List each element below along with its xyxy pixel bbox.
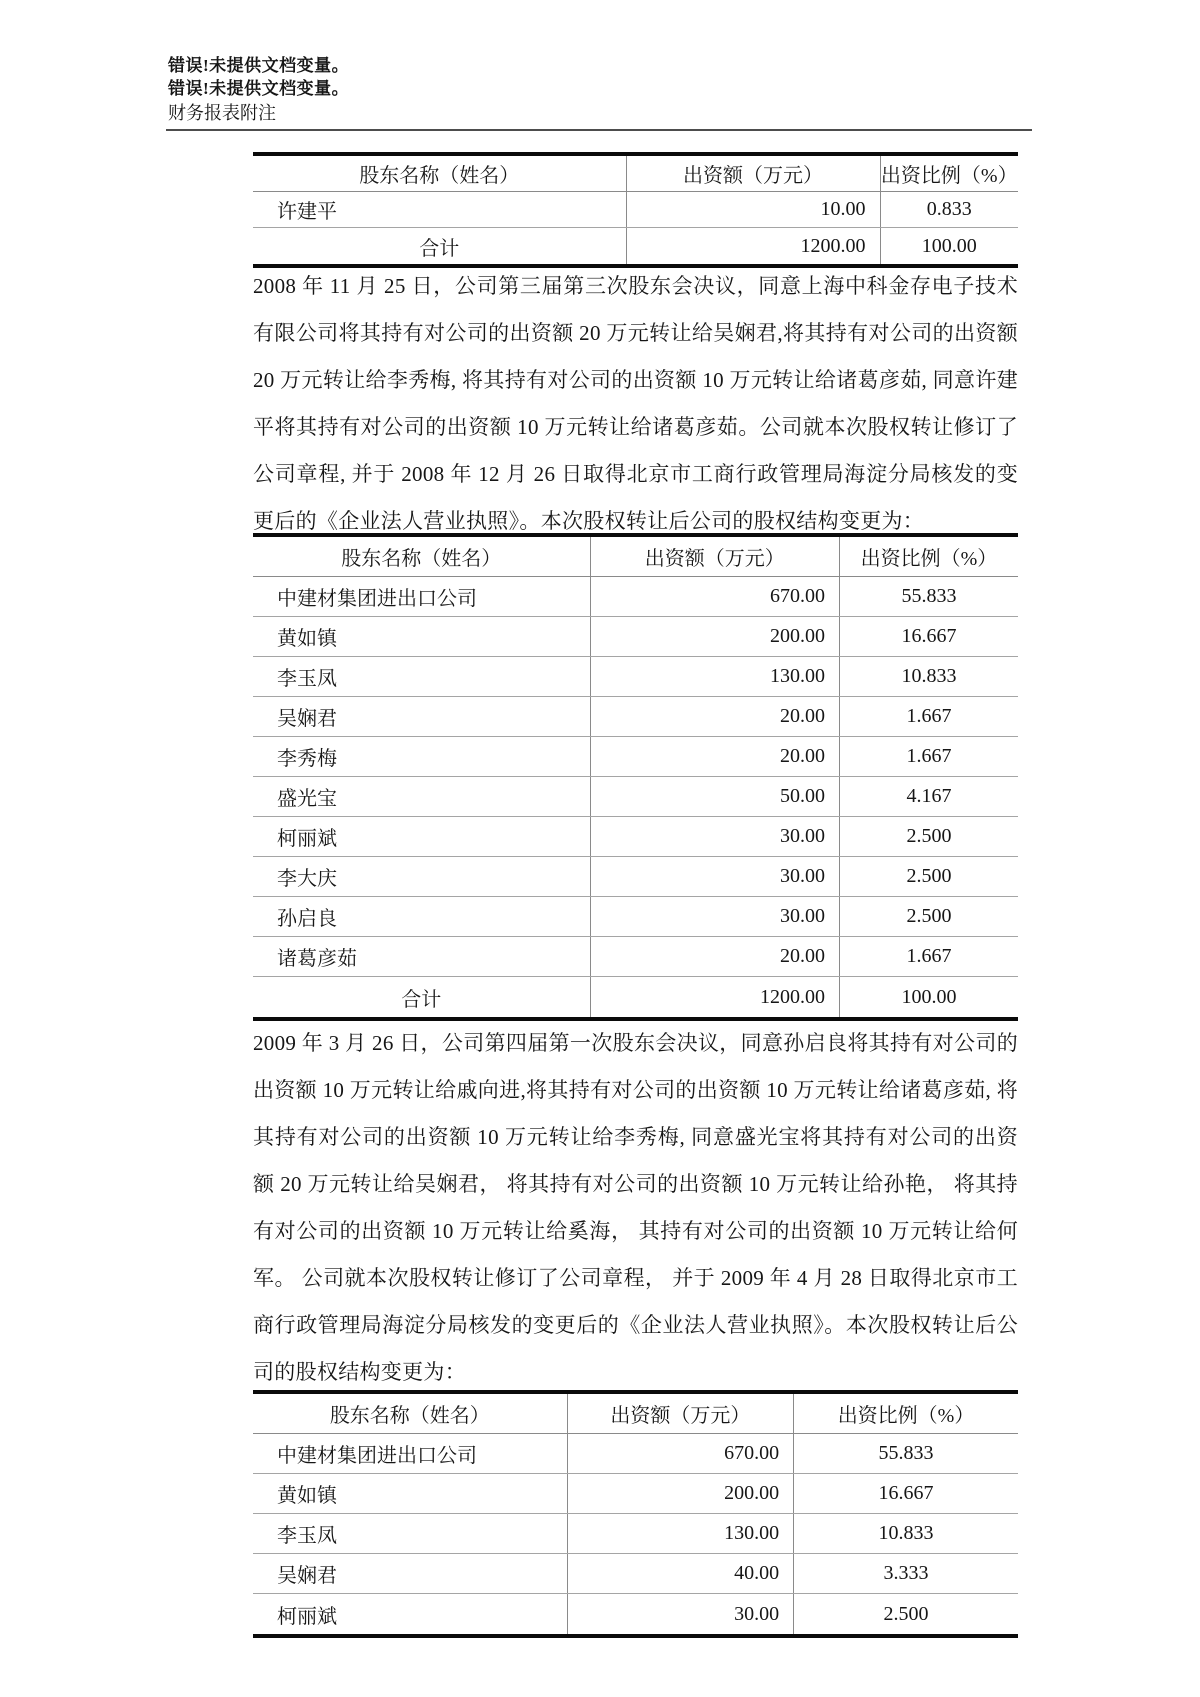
column-header-ratio: 出资比例（%） bbox=[793, 1394, 1018, 1433]
column-header-amount: 出资额（万元） bbox=[626, 156, 880, 191]
cell-ratio: 55.833 bbox=[793, 1434, 1018, 1473]
cell-ratio: 4.167 bbox=[839, 777, 1018, 816]
cell-amount: 670.00 bbox=[590, 577, 839, 616]
cell-name: 李大庆 bbox=[277, 868, 337, 890]
cell-name: 中建材集团进出口公司 bbox=[277, 1445, 477, 1467]
table-row bbox=[253, 897, 1018, 937]
cell-ratio: 1.667 bbox=[839, 937, 1018, 976]
table-row bbox=[253, 192, 1018, 228]
cell-ratio: 1.667 bbox=[839, 737, 1018, 776]
cell-ratio: 2.500 bbox=[839, 857, 1018, 896]
cell-amount: 670.00 bbox=[567, 1434, 793, 1473]
cell-name: 许建平 bbox=[277, 201, 337, 223]
cell-name: 柯丽斌 bbox=[277, 828, 337, 850]
cell-amount: 200.00 bbox=[590, 617, 839, 656]
table-row bbox=[253, 1474, 1018, 1514]
table-row bbox=[253, 1514, 1018, 1554]
cell-amount: 30.00 bbox=[590, 897, 839, 936]
cell-ratio: 55.833 bbox=[839, 577, 1018, 616]
cell-name: 吴娴君 bbox=[277, 708, 337, 730]
table-header-row bbox=[253, 156, 1018, 192]
total-row bbox=[253, 977, 1018, 1017]
table-row bbox=[253, 1434, 1018, 1474]
column-header-amount: 出资额（万元） bbox=[567, 1394, 793, 1433]
cell-name: 黄如镇 bbox=[277, 1485, 337, 1507]
cell-name: 诸葛彦茹 bbox=[277, 948, 357, 970]
cell-total-label: 合计 bbox=[419, 237, 460, 260]
cell-amount: 130.00 bbox=[590, 657, 839, 696]
cell-name: 盛光宝 bbox=[277, 788, 337, 810]
header-rule bbox=[166, 129, 1032, 131]
table-row bbox=[253, 777, 1018, 817]
cell-name: 中建材集团进出口公司 bbox=[277, 588, 477, 610]
table-header-row bbox=[253, 1394, 1018, 1434]
cell-amount: 10.00 bbox=[626, 192, 880, 227]
cell-name: 李秀梅 bbox=[277, 748, 337, 770]
table-body bbox=[253, 577, 1018, 977]
table-row bbox=[253, 697, 1018, 737]
table-row bbox=[253, 737, 1018, 777]
shareholder-table-2008 bbox=[253, 533, 1018, 1021]
cell-ratio: 10.833 bbox=[839, 657, 1018, 696]
cell-ratio: 2.500 bbox=[839, 817, 1018, 856]
table-row bbox=[253, 817, 1018, 857]
table-body bbox=[253, 192, 1018, 228]
cell-ratio: 3.333 bbox=[793, 1554, 1018, 1593]
column-header-ratio: 出资比例（%） bbox=[880, 156, 1018, 191]
table-row bbox=[253, 657, 1018, 697]
cell-name: 吴娴君 bbox=[277, 1565, 337, 1587]
table-body bbox=[253, 1434, 1018, 1634]
table-row bbox=[253, 577, 1018, 617]
cell-amount: 30.00 bbox=[590, 857, 839, 896]
paragraph-2008-resolution: 2008 年 11 月 25 日，公司第三届第三次股东会决议，同意上海中科金存电子技术有限公司将其持有对公司的出资额 20 万元转让给吴娴君,将其持有对公司的出资额 20 万元转让给李秀梅, 将其持有对公司的出资额 10 万元转让给诸葛彦茹, 同意许建平将其持有对公司的出资额 10 万元转让给诸葛彦茹。公司就本次股权转让修订了公司章程, 并于 2008 年 12 月 26 日取得北京市工商行政管理局海淀分局核发的变更后的《企业法人营业执照》。本次股权转让后公司的股权结构变更为： bbox=[253, 274, 1018, 533]
cell-amount: 20.00 bbox=[590, 697, 839, 736]
cell-total-ratio: 100.00 bbox=[880, 228, 1018, 264]
section-title: 财务报表附注 bbox=[168, 103, 276, 123]
cell-name: 孙启良 bbox=[277, 908, 337, 930]
cell-name: 李玉凤 bbox=[277, 668, 337, 690]
cell-name: 李玉凤 bbox=[277, 1525, 337, 1547]
table-row bbox=[253, 937, 1018, 977]
cell-ratio: 10.833 bbox=[793, 1514, 1018, 1553]
cell-total-amount: 1200.00 bbox=[626, 228, 880, 264]
cell-ratio: 16.667 bbox=[793, 1474, 1018, 1513]
cell-amount: 20.00 bbox=[590, 937, 839, 976]
cell-total-amount: 1200.00 bbox=[590, 977, 839, 1017]
table-row bbox=[253, 1594, 1018, 1634]
total-row bbox=[253, 228, 1018, 264]
column-header-shareholder: 股东名称（姓名） bbox=[329, 1405, 490, 1427]
cell-ratio: 2.500 bbox=[839, 897, 1018, 936]
cell-ratio: 0.833 bbox=[880, 192, 1018, 227]
cell-name: 柯丽斌 bbox=[277, 1605, 337, 1628]
column-header-ratio: 出资比例（%） bbox=[839, 537, 1018, 576]
cell-amount: 40.00 bbox=[567, 1554, 793, 1593]
cell-total-ratio: 100.00 bbox=[839, 977, 1018, 1017]
column-header-amount: 出资额（万元） bbox=[590, 537, 839, 576]
cell-amount: 130.00 bbox=[567, 1514, 793, 1553]
error-variable-line-1: 错误!未提供文档变量。 bbox=[168, 56, 350, 75]
cell-amount: 30.00 bbox=[567, 1594, 793, 1634]
table-row bbox=[253, 857, 1018, 897]
doc-header bbox=[168, 54, 349, 126]
cell-total-label: 合计 bbox=[401, 988, 442, 1011]
table-row bbox=[253, 1554, 1018, 1594]
table-header-row bbox=[253, 537, 1018, 577]
cell-amount: 30.00 bbox=[590, 817, 839, 856]
cell-ratio: 16.667 bbox=[839, 617, 1018, 656]
cell-amount: 200.00 bbox=[567, 1474, 793, 1513]
shareholder-table-top bbox=[253, 152, 1018, 268]
cell-ratio: 1.667 bbox=[839, 697, 1018, 736]
cell-amount: 50.00 bbox=[590, 777, 839, 816]
table-row bbox=[253, 617, 1018, 657]
cell-name: 黄如镇 bbox=[277, 628, 337, 650]
column-header-shareholder: 股东名称（姓名） bbox=[359, 165, 520, 187]
paragraph-2009-resolution: 2009 年 3 月 26 日，公司第四届第一次股东会决议，同意孙启良将其持有对公司的出资额 10 万元转让给戚向进,将其持有对公司的出资额 10 万元转让给诸葛彦茹, 将其持有对公司的出资额 10 万元转让给李秀梅, 同意盛光宝将其持有对公司的出资额 20 万元转让给吴娴君， 将其持有对公司的出资额 10 万元转让给孙艳， 将其持有对公司的出资额 10 万元转让给奚海， 其持有对公司的出资额 10 万元转让给何军。 公司就本次股权转让修订了公司章程， 并于 2009 年 4 月 28 日取得北京市工商行政管理局海淀分局核发的变更后的《企业法人营业执照》。本次股权转让后公司的股权结构变更为： bbox=[253, 1031, 1018, 1384]
error-variable-line-2: 错误!未提供文档变量。 bbox=[168, 79, 350, 98]
shareholder-table-2009 bbox=[253, 1390, 1018, 1638]
cell-ratio: 2.500 bbox=[793, 1594, 1018, 1634]
column-header-shareholder: 股东名称（姓名） bbox=[341, 548, 502, 570]
cell-amount: 20.00 bbox=[590, 737, 839, 776]
